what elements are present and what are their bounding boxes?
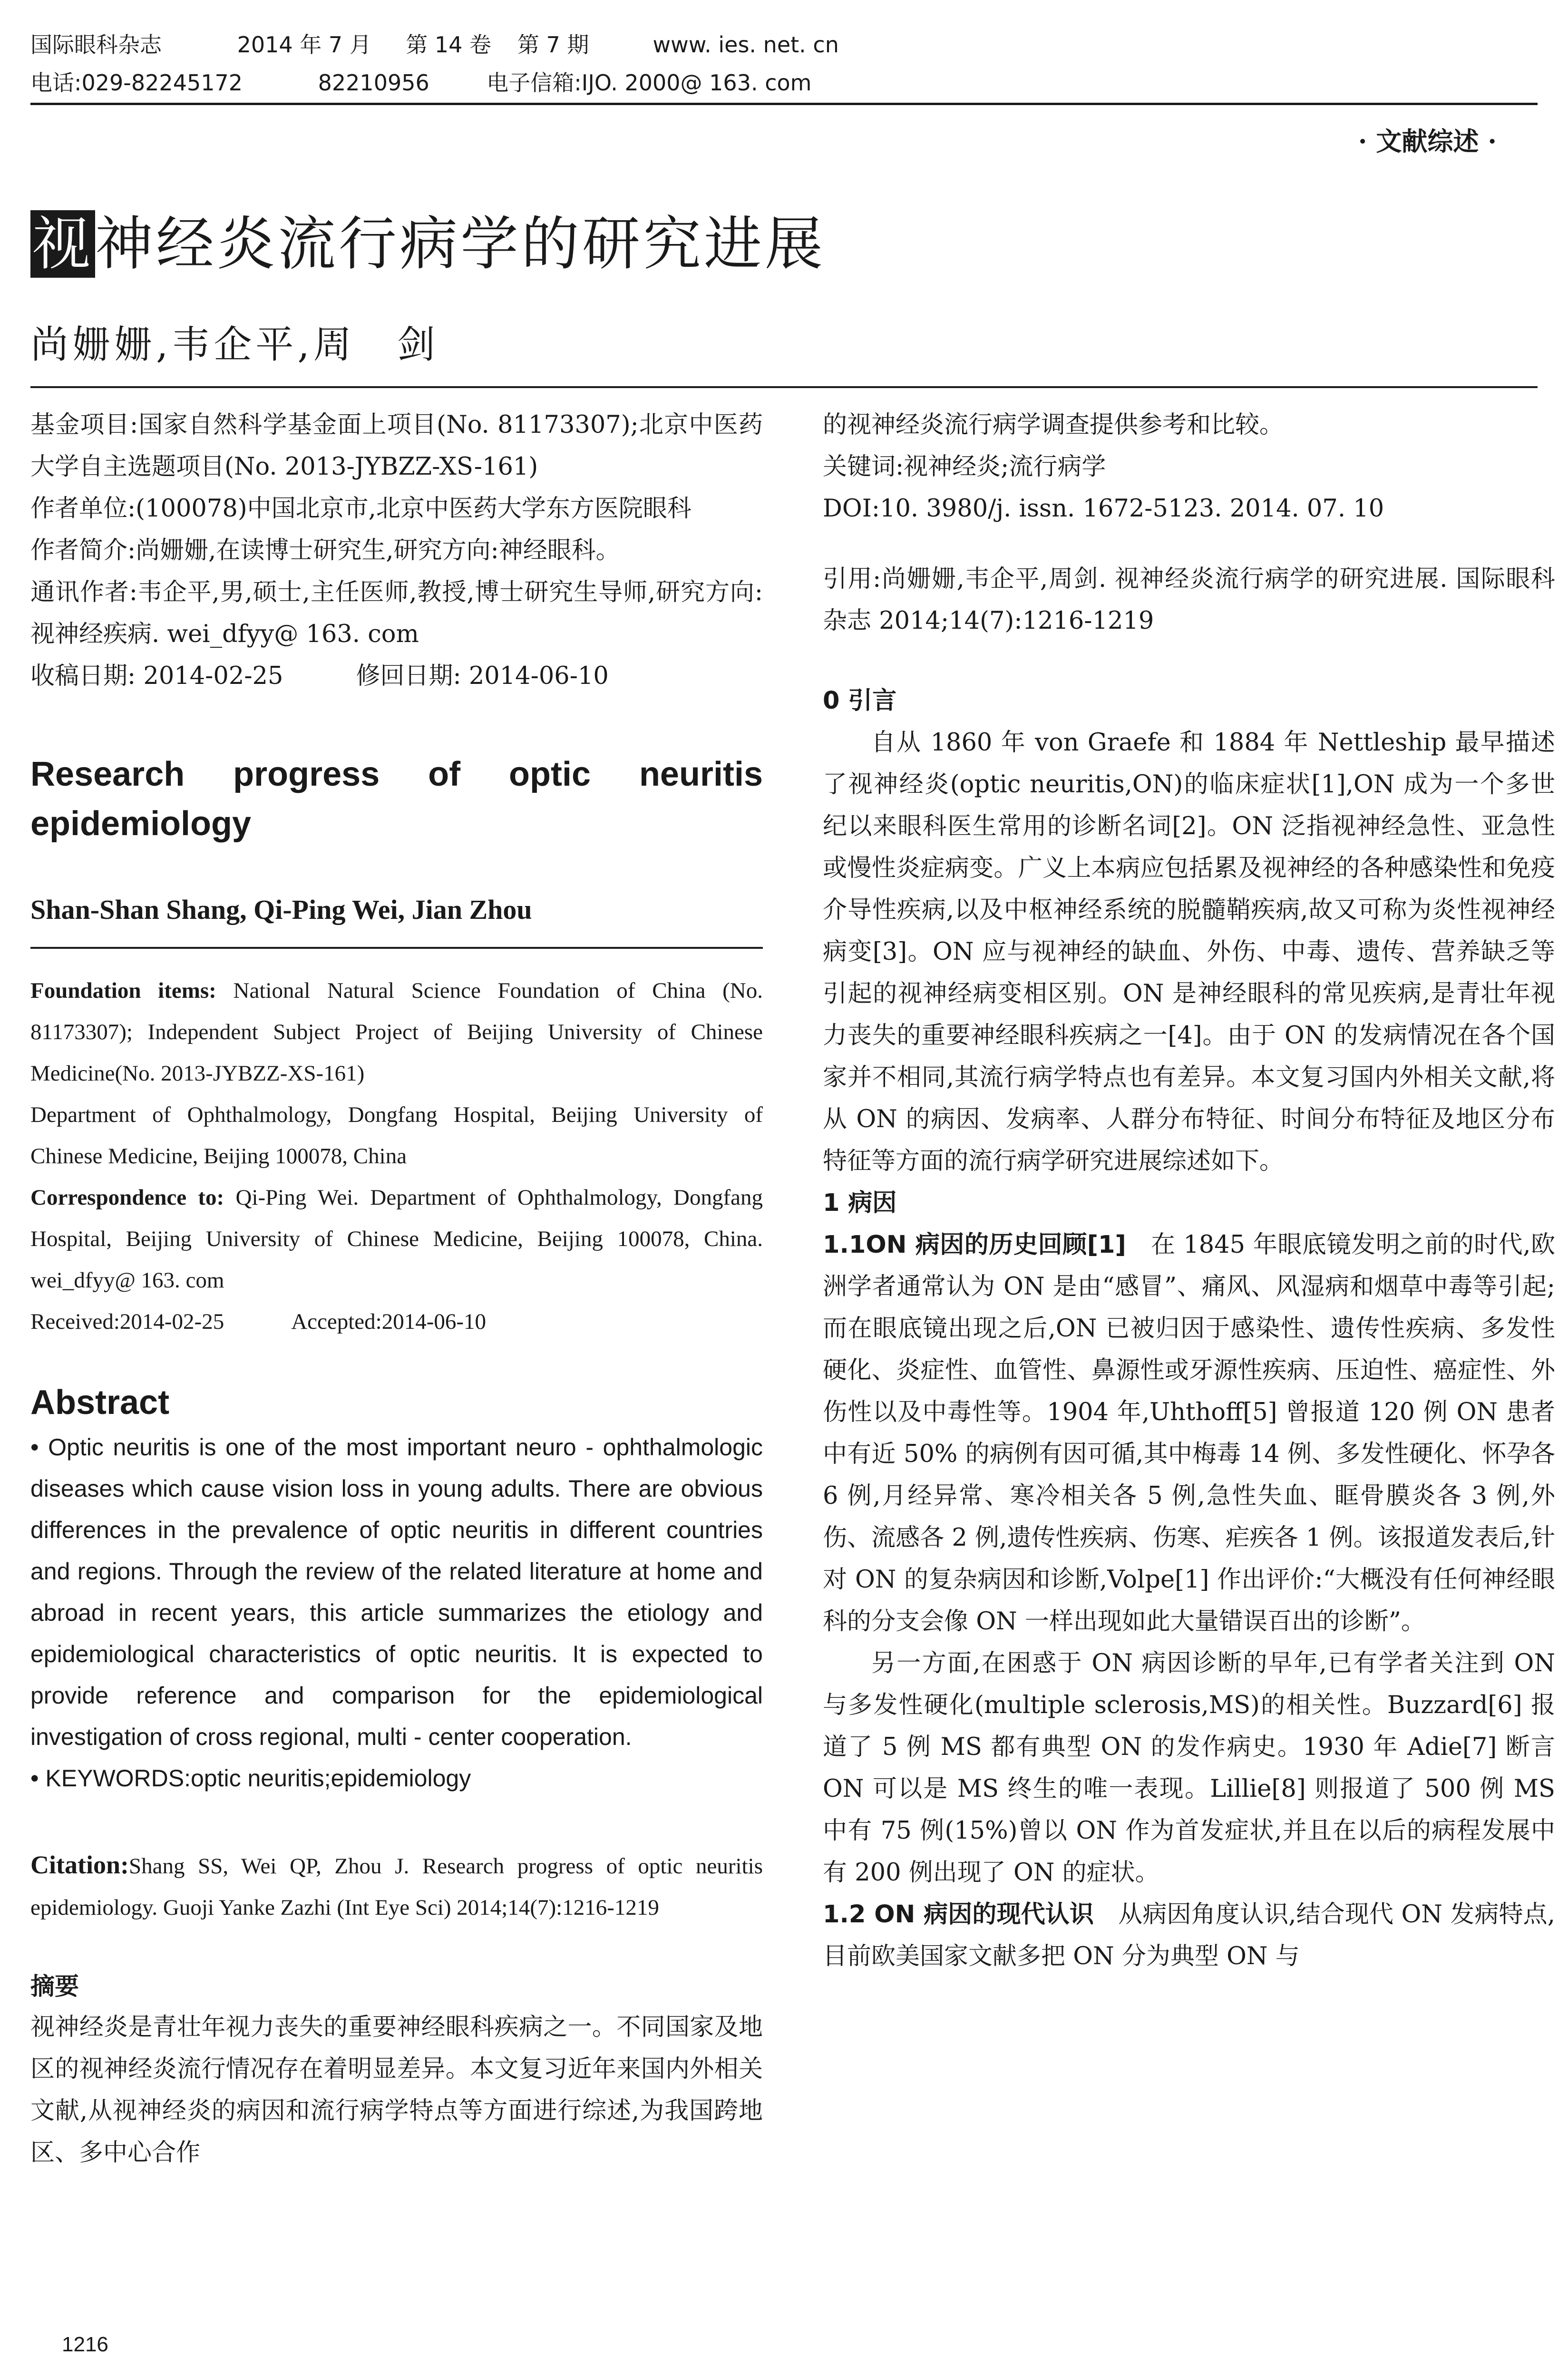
phone2: 82210956	[318, 70, 429, 96]
foundation-text: National Natural Science Foundation of China (No. 81173307); Independent Subject Project of Beijing University of Chinese Medicine(No. 2013-JYBZZ-XS-161)	[30, 978, 763, 1086]
summary-continued: 的视神经炎流行病学调查提供参考和比较。	[823, 411, 1284, 439]
corr-label: Correspondence to:	[30, 1185, 224, 1210]
title-rest: 神经炎流行病学的研究进展	[95, 210, 826, 278]
abstract-keywords: • KEYWORDS:optic neuritis;epidemiology	[30, 1765, 471, 1792]
journal-name: 国际眼科杂志	[30, 32, 162, 58]
citation-text: Shang SS, Wei QP, Zhou J. Research progress of optic neuritis epidemiology. Guoji Yanke Zazhi (Int Eye Sci) 2014;14(7):1216-1219	[30, 1854, 763, 1920]
issue: 第 7 期	[517, 32, 589, 58]
section11-text: 在 1845 年眼底镜发明之前的时代,欧洲学者通常认为 ON 是由“感冒”、痛风、风湿病和烟草中毒等引起;而在眼底镜出现之后,ON 已被归因于感染性、遗传性疾病、多发性硬化、炎症性、血管性、鼻源性或牙源性疾病、压迫性、癌症性、外伤性以及中毒性等。1904 年,Uhthoff[5] 曾报道 120 例 ON 患者中有近 50% 的病例有因可循,其中梅毒 14 例、多发性硬化、怀孕各 6 例,月经异常、寒冷相关各 5 例,急性失血、眶骨膜炎各 3 例,外伤、流感各 2 例,遗传性疾病、伤寒、疟疾各 1 例。该报道发表后,针对 ON 的复杂病因和诊断,Volpe[1] 作出评价:“大概没有任何神经眼科的分支会像 ON 一样出现如此大量错误百出的诊断”。	[823, 1231, 1555, 1636]
english-authors: Shan-Shan Shang, Qi-Ping Wei, Jian Zhou	[30, 894, 532, 925]
section11-heading: 1.1ON 病因的历史回顾[1]	[823, 1231, 1126, 1259]
section12	[823, 1894, 1555, 1978]
issue-date: 2014 年 7 月	[237, 32, 371, 58]
section-tag: · 文献综述 ·	[1358, 126, 1497, 156]
correspondence	[30, 1177, 763, 1301]
email: 电子信箱:IJO. 2000@ 163. com	[487, 70, 812, 96]
cite-cn: 引用:尚姗姗,韦企平,周剑. 视神经炎流行病学的研究进展. 国际眼科杂志 2014;14(7):1216-1219	[823, 565, 1555, 635]
section1-heading: 1 病因	[823, 1189, 897, 1217]
section11b-text: 另一方面,在困惑于 ON 病因诊断的早年,已有学者关注到 ON 与多发性硬化(multiple sclerosis,MS)的相关性。Buzzard[6] 报道了 5 例 MS 都有典型 ON 的发作病史。1930 年 Adie[7] 断言 ON 可以是 MS 终生的唯一表现。Lillie[8] 则报道了 500 例 MS 中有 75 例(15%)曾以 ON 作为首发症状,并且在以后的病程发展中有 200 例出现了 ON 的症状。	[823, 1649, 1555, 1887]
authors-rule	[30, 925, 763, 949]
website: www. ies. net. cn	[653, 32, 839, 58]
abstract-heading: Abstract	[30, 1383, 170, 1422]
citation	[30, 1844, 763, 1929]
english-title: Research progress of optic neuritis epidemiology	[30, 755, 763, 843]
info-dates: 收稿日期: 2014-02-25 修回日期: 2014-06-10	[30, 662, 609, 690]
foundation-label: Foundation items:	[30, 978, 216, 1003]
authors-cn: 尚姗姗,韦企平,周 剑	[30, 322, 439, 367]
corr-text: Qi-Ping Wei. Department of Ophthalmology, Dongfang Hospital, Beijing University of Chinese Medicine, Beijing 100078, China. wei_dfyy@ 163. com	[30, 1185, 763, 1293]
header-rule	[30, 103, 1538, 105]
doi: DOI:10. 3980/j. issn. 1672-5123. 2014. 07. 10	[823, 495, 1384, 523]
info-correspondence: 通讯作者:韦企平,男,硕士,主任医师,教授,博士研究生导师,研究方向:视神经疾病. wei_dfyy@ 163. com	[30, 578, 763, 648]
page-number: 1216	[62, 2333, 108, 2356]
abstract-text: • Optic neuritis is one of the most important neuro - ophthalmologic diseases which cause vision loss in young adults. There are obvious differences in the prevalence of optic neuritis in different countries and regions. Through the review of the related literature at home and abroad in recent years, this article summarizes the etiology and epidemiological characteristics of optic neuritis. It is expected to provide reference and comparison for the epidemiological investigation of cross regional, multi - center cooperation.	[30, 1434, 763, 1750]
article-title	[30, 197, 826, 281]
info-foundation: 基金项目:国家自然科学基金面上项目(No. 81173307);北京中医药大学自主选题项目(No. 2013-JYBZZ-XS-161)	[30, 411, 763, 481]
phone: 电话:029-82245172	[30, 70, 243, 96]
contact-header	[30, 66, 811, 97]
foundation-items	[30, 970, 763, 1094]
intro-text: 自从 1860 年 von Graefe 和 1884 年 Nettleship 最早描述了视神经炎(optic neuritis,ON)的临床症状[1],ON 成为一个多世纪以来眼科医生常用的诊断名词[2]。ON 泛指视神经急性、亚急性或慢性炎症病变。广义上本病应包括累及视神经的各种感染性和免疫介导性疾病,以及中枢神经系统的脱髓鞘疾病,故又可称为炎性视神经病变[3]。ON 应与视神经的缺血、外伤、中毒、遗传、营养缺乏等引起的视神经病变相区别。ON 是神经眼科的常见疾病,是青壮年视力丧失的重要神经眼科疾病之一[4]。由于 ON 的发病情况在各个国家并不相同,其流行病学特点也有差异。本文复习国内外相关文献,将从 ON 的病因、发病率、人群分布特征、时间分布特征及地区分布特征等方面的流行病学研究进展综述如下。	[823, 729, 1555, 1175]
section12-text: 从病因角度认识,结合现代 ON 发病特点,目前欧美国家文献多把 ON 分为典型 ON 与	[823, 1900, 1555, 1970]
info-affiliation: 作者单位:(100078)中国北京市,北京中医药大学东方医院眼科	[30, 495, 691, 523]
volume: 第 14 卷	[406, 32, 492, 58]
left-column	[30, 404, 763, 2174]
running-header	[30, 28, 839, 59]
section11	[823, 1224, 1555, 1643]
summary-text: 视神经炎是青壮年视力丧失的重要神经眼科疾病之一。不同国家及地区的视神经炎流行情况存在着明显差异。本文复习近年来国内外相关文献,从视神经炎的病因和流行病学特点等方面进行综述,为我国跨地区、多中心合作	[30, 2013, 763, 2167]
right-column	[823, 404, 1555, 1978]
received-accepted: Received:2014-02-25 Accepted:2014-06-10	[30, 1309, 487, 1334]
intro-heading: 0 引言	[823, 687, 897, 715]
citation-label: Citation:	[30, 1851, 129, 1879]
keywords-cn: 关键词:视神经炎;流行病学	[823, 453, 1106, 481]
title-rule	[30, 386, 1538, 388]
info-bio: 作者简介:尚姗姗,在读博士研究生,研究方向:神经眼科。	[30, 536, 620, 565]
section12-heading: 1.2 ON 病因的现代认识	[823, 1900, 1094, 1929]
summary-heading: 摘要	[30, 1973, 79, 2001]
department: Department of Ophthalmology, Dongfang Hospital, Beijing University of Chinese Medicine, Beijing 100078, China	[30, 1102, 763, 1169]
title-initial: 视	[30, 210, 95, 278]
